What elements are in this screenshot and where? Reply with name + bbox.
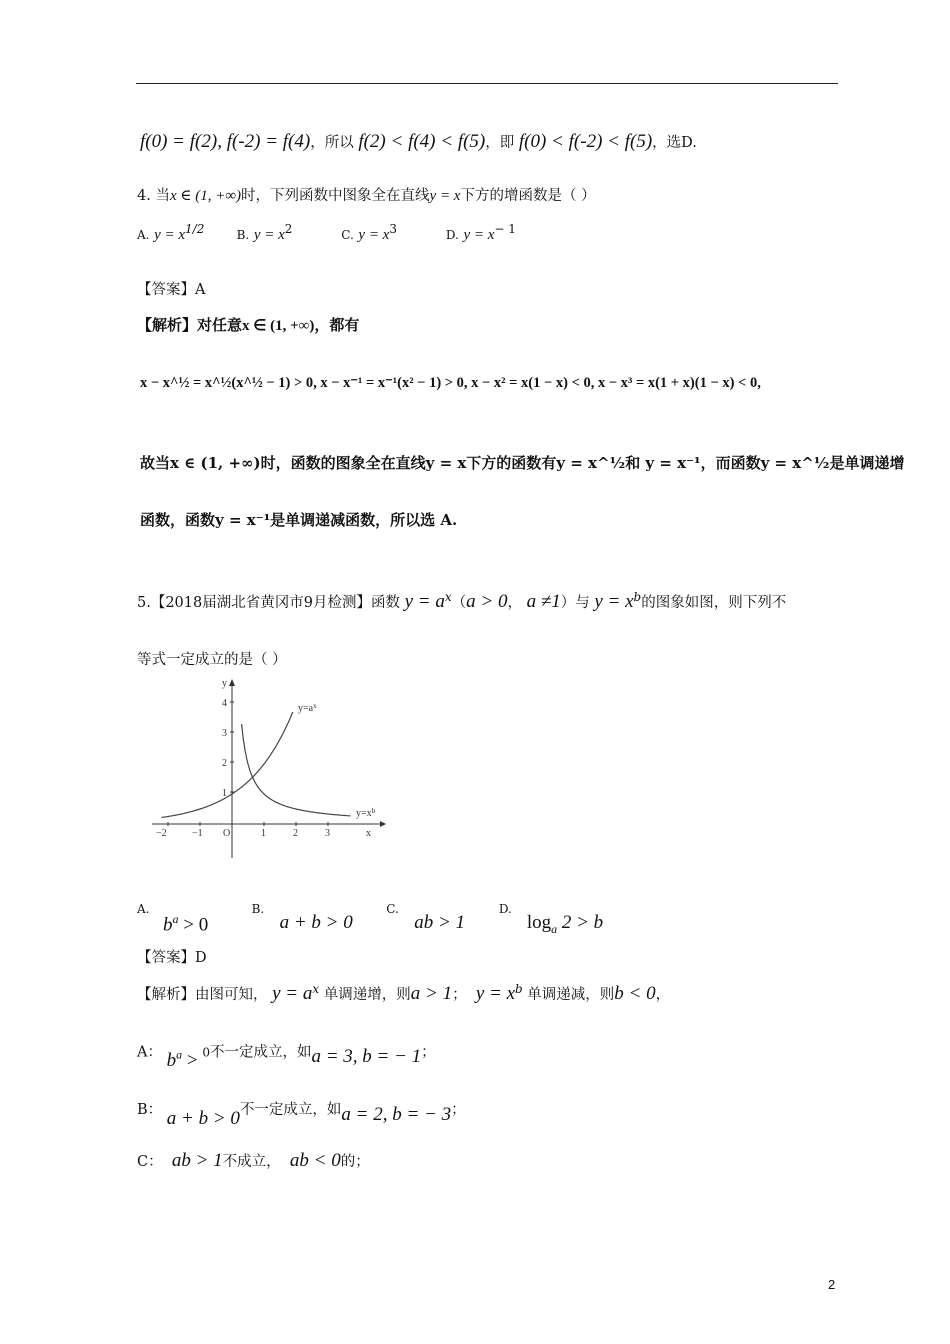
function-graph — [148, 676, 388, 860]
question-5-analysis: 【解析】由图可知， $y = a^x$ 单调递增，则a > 1； $y = x^b$ 单调递减，则b < 0， — [137, 982, 671, 1004]
y-axis-label: y — [222, 678, 227, 689]
x-axis-label: x — [366, 828, 371, 839]
option-a: A. $y = x^{1/2}$ — [137, 222, 205, 243]
option-b: B. $y = x^2$ — [236, 222, 293, 243]
question-4-answer: 【答案】A — [137, 282, 206, 298]
question-5-options: A. $b^a > 0$ B. a + b > 0 C. ab > 1 D. $\log_a 2 > b$ — [137, 902, 604, 936]
question-4-stem: 4. 当x ∈ (1, +∞)时，下列函数中图象全在直线y = x下方的增函数是（ ） — [137, 188, 596, 204]
y-tick-2: 2 — [222, 758, 227, 769]
question-5-case-a: A： $b^a > 0$不一定成立，如a = 3, b = − 1； — [137, 1044, 436, 1072]
question-4-conclusion-2: 函数，函数y = x⁻¹是单调递减函数，所以选 A. — [140, 511, 458, 529]
question-5-answer: 【答案】D — [137, 950, 207, 966]
curve-power-label: $y=x^b$ — [356, 807, 376, 819]
x-tick-2: 2 — [293, 828, 298, 839]
y-tick-1: 1 — [222, 788, 227, 799]
header-rule — [136, 83, 838, 84]
question-5-stem: 5.【2018届湖北省黄冈市9月检测】函数 $y = a^x(a > 0$， a ≠1）与 $y = x^b$的图象如图，则下列不 — [137, 590, 787, 612]
curve-power — [242, 724, 351, 816]
question-4-inequalities: x − x^½ = x^½(x^½ − 1) > 0, x − x⁻¹ = x⁻¹(x² − 1) > 0, x − x² = x(1 − x) < 0, x − x³ = x(1 + x)(1 − x) < 0, — [140, 375, 761, 391]
question-4-options — [137, 222, 566, 244]
origin-label: O — [223, 828, 231, 839]
equation-1: f(0) = f(2), f(-2) = f(4) — [140, 131, 311, 152]
equation-2: f(2) < f(4) < f(5) — [358, 131, 486, 152]
y-axis-arrow — [229, 679, 235, 686]
question-4-conclusion-1: 故当x ∈ (1, +∞)时，函数的图象全在直线y = x下方的函数有y = x^½和 y = x⁻¹，而函数y = x^½是单调递增 — [140, 454, 905, 472]
option-c: C. $y = x^3$ — [341, 222, 397, 243]
page-number: 2 — [828, 1277, 836, 1292]
option-d: D. $y = x^{- 1}$ — [445, 222, 516, 243]
line-previous-conclusion: f(0) = f(2), f(-2) = f(4)，所以 f(2) < f(4) < f(5)，即 f(0) < f(-2) < f(5)，选D. — [140, 131, 697, 152]
question-4-analysis-intro: 【解析】对任意x ∈ (1, +∞)，都有 — [137, 316, 360, 334]
question-5-case-c: C： ab > 1不成立， ab < 0的； — [137, 1150, 370, 1171]
curve-exponential — [162, 712, 293, 818]
x-tick-neg2: −2 — [156, 828, 167, 839]
curve-exponential-label: $y=a^x$ — [298, 702, 317, 714]
x-tick-3: 3 — [325, 828, 330, 839]
x-axis-arrow — [380, 821, 386, 827]
equation-3: f(0) < f(-2) < f(5) — [518, 131, 653, 152]
y-tick-3: 3 — [222, 728, 227, 739]
x-tick-1: 1 — [261, 828, 266, 839]
y-tick-4: 4 — [222, 698, 227, 709]
x-tick-neg1: −1 — [192, 828, 203, 839]
question-5-case-b: B： a + b > 0不一定成立，如a = 2, b = − 3； — [137, 1102, 466, 1129]
question-5-stem-cont: 等式一定成立的是（ ） — [137, 652, 287, 668]
